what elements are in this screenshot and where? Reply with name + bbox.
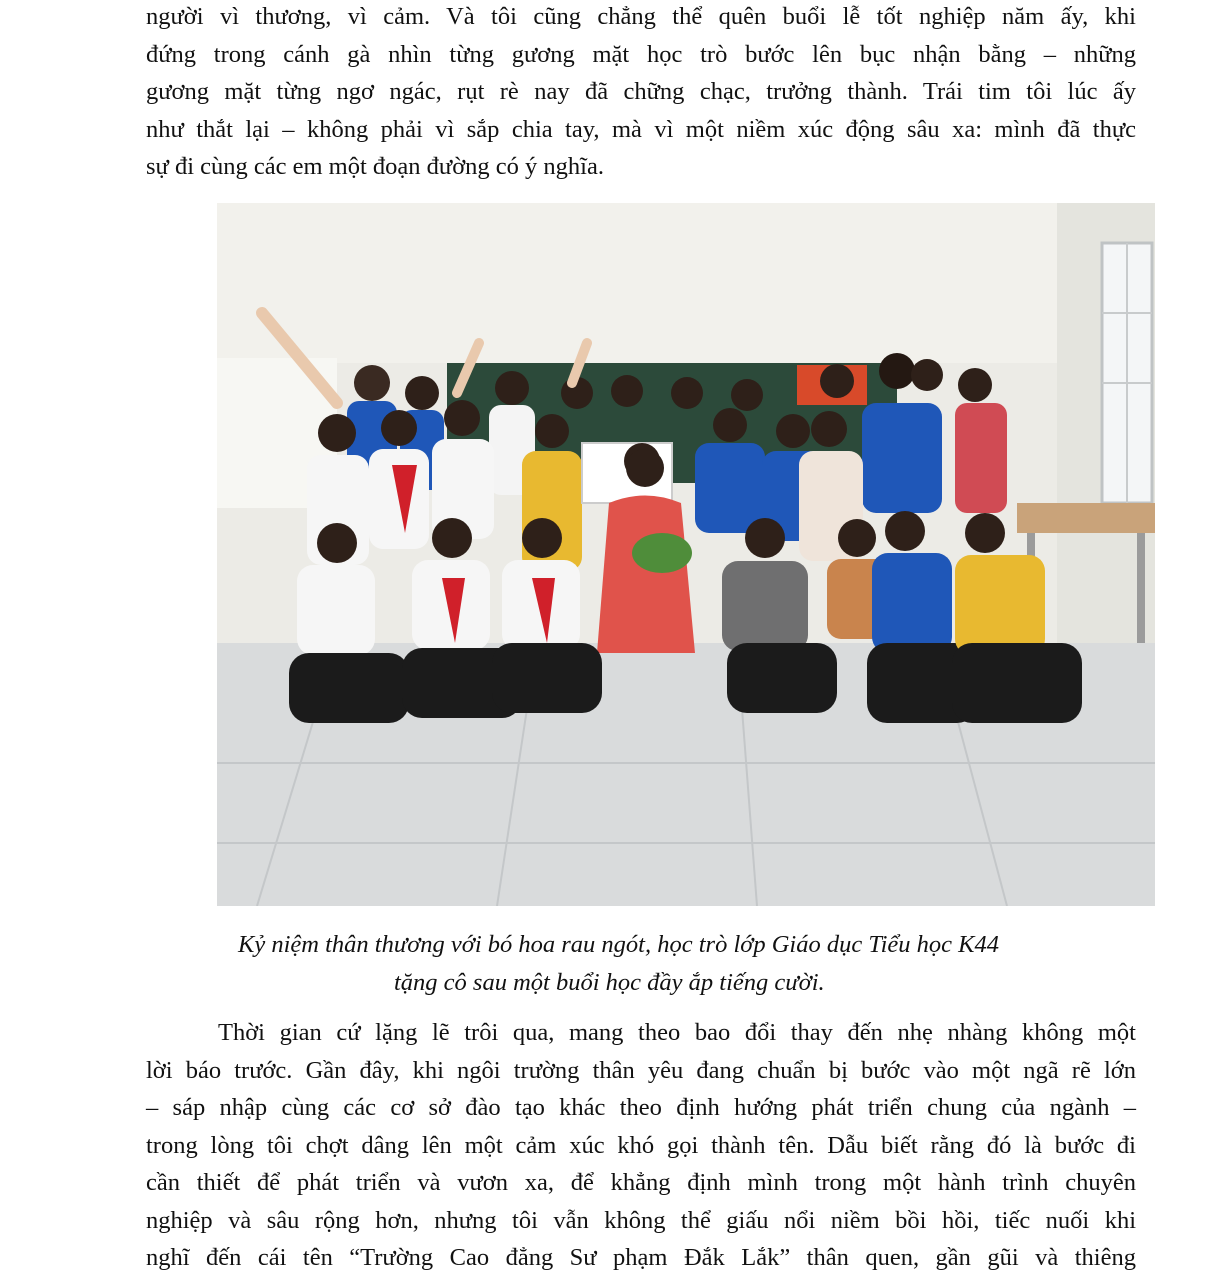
text-line: người vì thương, vì cảm. Và tôi cũng chẳng thể quên buổi lễ tốt nghiệp năm ấy, khi <box>146 3 1136 30</box>
text-line: – sáp nhập cùng các cơ sở đào tạo khác theo định hướng phát triển chung của ngành – <box>146 1094 1136 1121</box>
photo-caption-line-1: Kỷ niệm thân thương với bó hoa rau ngót, học trò lớp Giáo dục Tiểu học K44 <box>238 931 1000 958</box>
text-line: đứng trong cánh gà nhìn từng gương mặt học trò bước lên bục nhận bằng – những <box>146 40 1136 68</box>
photo-illustration <box>217 203 1155 906</box>
paragraph-top <box>146 0 1136 186</box>
photo-caption-line-2: tặng cô sau một buổi học đầy ắp tiếng cười. <box>394 969 825 996</box>
class-group-photo <box>217 203 1155 906</box>
text-line: như thắt lại – không phải vì sắp chia tay, mà vì một niềm xúc động sâu xa: mình đã thực <box>146 115 1136 143</box>
paragraph-bottom <box>146 1014 1136 1277</box>
text-line: cần thiết để phát triển và vươn xa, để khẳng định mình trong một hành trình chuyên <box>146 1169 1136 1196</box>
text-line: trong lòng tôi chợt dâng lên một cảm xúc khó gọi thành tên. Dẫu biết rằng đó là bước đi <box>146 1131 1136 1159</box>
text-line: gương mặt từng ngơ ngác, rụt rè nay đã chững chạc, trưởng thành. Trái tim tôi lúc ấy <box>146 78 1136 105</box>
text-line: nghĩ đến cái tên “Trường Cao đẳng Sư phạm Đắk Lắk” thân quen, gần gũi và thiêng <box>146 1244 1136 1271</box>
text-line: sự đi cùng các em một đoạn đường có ý nghĩa. <box>146 153 604 180</box>
text-line: lời báo trước. Gần đây, khi ngôi trường thân yêu đang chuẩn bị bước vào một ngã rẽ lớn <box>146 1056 1136 1084</box>
text-line: Thời gian cứ lặng lẽ trôi qua, mang theo bao đổi thay đến nhẹ nhàng không một <box>218 1019 1136 1046</box>
text-line: nghiệp và sâu rộng hơn, nhưng tôi vẫn không thể giấu nổi niềm bồi hồi, tiếc nuối khi <box>146 1206 1136 1234</box>
